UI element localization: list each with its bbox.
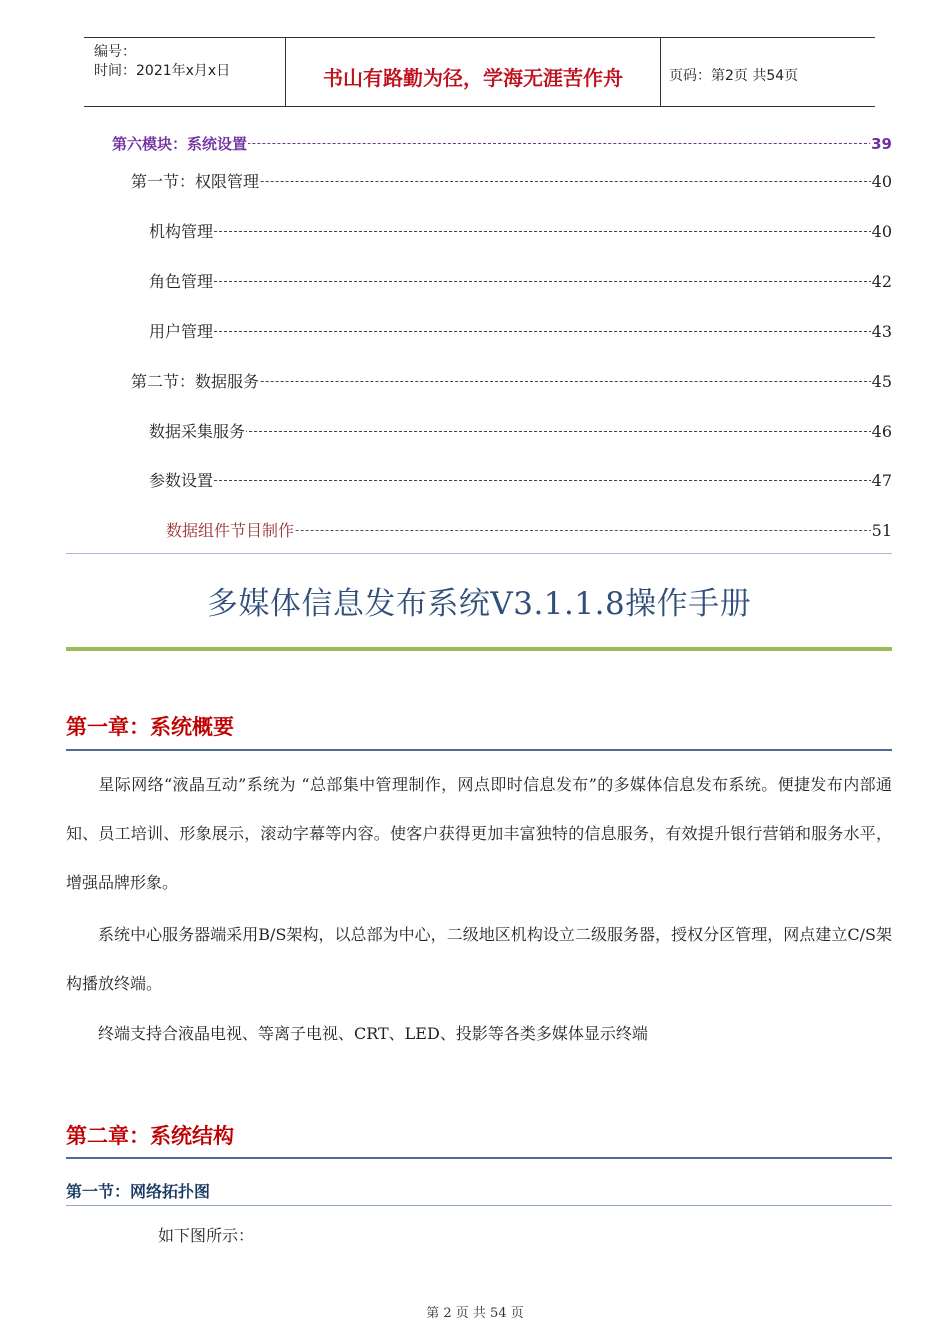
toc-leader xyxy=(149,431,892,432)
toc-entry-section1[interactable] xyxy=(131,170,892,194)
toc-label: 第二节：数据服务 xyxy=(131,372,260,391)
toc-page: 42 xyxy=(871,270,892,294)
motto-text: 书山有路勤为径，学海无涯苦作舟 xyxy=(323,66,623,90)
toc-entry-role-mgmt[interactable] xyxy=(149,270,892,294)
toc-entry-data-collect[interactable] xyxy=(149,420,892,444)
paragraph-text: 终端支持合液晶电视、等离子电视、CRT、LED、投影等各类多媒体显示终端 xyxy=(98,1024,648,1043)
toc-label: 用户管理 xyxy=(149,322,214,341)
chapter1-rule xyxy=(66,749,892,751)
toc-label: 机构管理 xyxy=(149,222,214,241)
toc-page: 43 xyxy=(871,320,892,344)
header-motto-cell xyxy=(285,38,661,106)
page-label: 页码：第2页 共54页 xyxy=(669,68,799,84)
toc-page: 46 xyxy=(871,420,892,444)
document-title: 多媒体信息发布系统V3.1.1.8操作手册 xyxy=(206,586,752,622)
toc-label: 参数设置 xyxy=(149,471,214,490)
chapter2-rule xyxy=(66,1157,892,1159)
toc-entry-section2[interactable] xyxy=(131,370,892,394)
title-underline xyxy=(66,647,892,651)
toc-page: 51 xyxy=(871,519,892,543)
chapter1-paragraph-2 xyxy=(66,910,892,1008)
paragraph-text: 星际网络“液晶互动”系统为 “总部集中管理制作，网点即时信息发布”的多媒体信息发布系统。便捷发布内部通知、员工培训、形象展示，滚动字幕等内容。使客户获得更加丰富独特的信息服务，有效提升银行营销和服务水平，增强品牌形象。 xyxy=(66,775,892,892)
toc-page: 39 xyxy=(870,132,892,156)
toc-label: 第六模块：系统设置 xyxy=(112,135,248,153)
toc-label: 数据采集服务 xyxy=(149,422,246,441)
toc-entry-data-component[interactable] xyxy=(166,519,892,543)
toc-divider xyxy=(66,553,892,554)
toc-entry-module6[interactable] xyxy=(112,132,892,156)
toc-label: 数据组件节目制作 xyxy=(166,521,295,540)
section1-rule xyxy=(66,1205,892,1206)
toc-entry-user-mgmt[interactable] xyxy=(149,320,892,344)
toc-leader xyxy=(149,331,892,332)
toc-leader xyxy=(149,281,892,282)
chapter2-heading: 第二章：系统结构 xyxy=(66,1124,234,1148)
header-meta-cell xyxy=(84,38,285,106)
toc-page: 40 xyxy=(871,220,892,244)
header-page-cell xyxy=(659,38,875,106)
toc-page: 40 xyxy=(871,170,892,194)
toc-page: 47 xyxy=(871,469,892,493)
toc-entry-params[interactable] xyxy=(149,469,892,493)
toc-label: 第一节：权限管理 xyxy=(131,172,260,191)
section1-intro xyxy=(66,1213,892,1259)
paragraph-text: 如下图所示： xyxy=(158,1226,255,1245)
toc-leader xyxy=(149,480,892,481)
page-header xyxy=(84,37,875,107)
toc-entry-org-mgmt[interactable] xyxy=(149,220,892,244)
toc-label: 角色管理 xyxy=(149,272,214,291)
time-label: 时间：2021年x月x日 xyxy=(94,63,231,79)
page-footer: 第 2 页 共 54 页 xyxy=(426,1306,524,1321)
toc-leader xyxy=(149,231,892,232)
paragraph-text: 系统中心服务器端采用B/S架构，以总部为中心，二级地区机构设立二级服务器，授权分区管理，网点建立C/S架构播放终端。 xyxy=(66,925,892,993)
chapter1-heading: 第一章：系统概要 xyxy=(66,715,234,739)
number-label: 编号： xyxy=(94,44,136,60)
chapter1-paragraph-3 xyxy=(66,1009,892,1058)
chapter1-paragraph-1 xyxy=(66,760,892,907)
section1-heading: 第一节：网络拓扑图 xyxy=(66,1182,211,1201)
toc-page: 45 xyxy=(871,370,892,394)
